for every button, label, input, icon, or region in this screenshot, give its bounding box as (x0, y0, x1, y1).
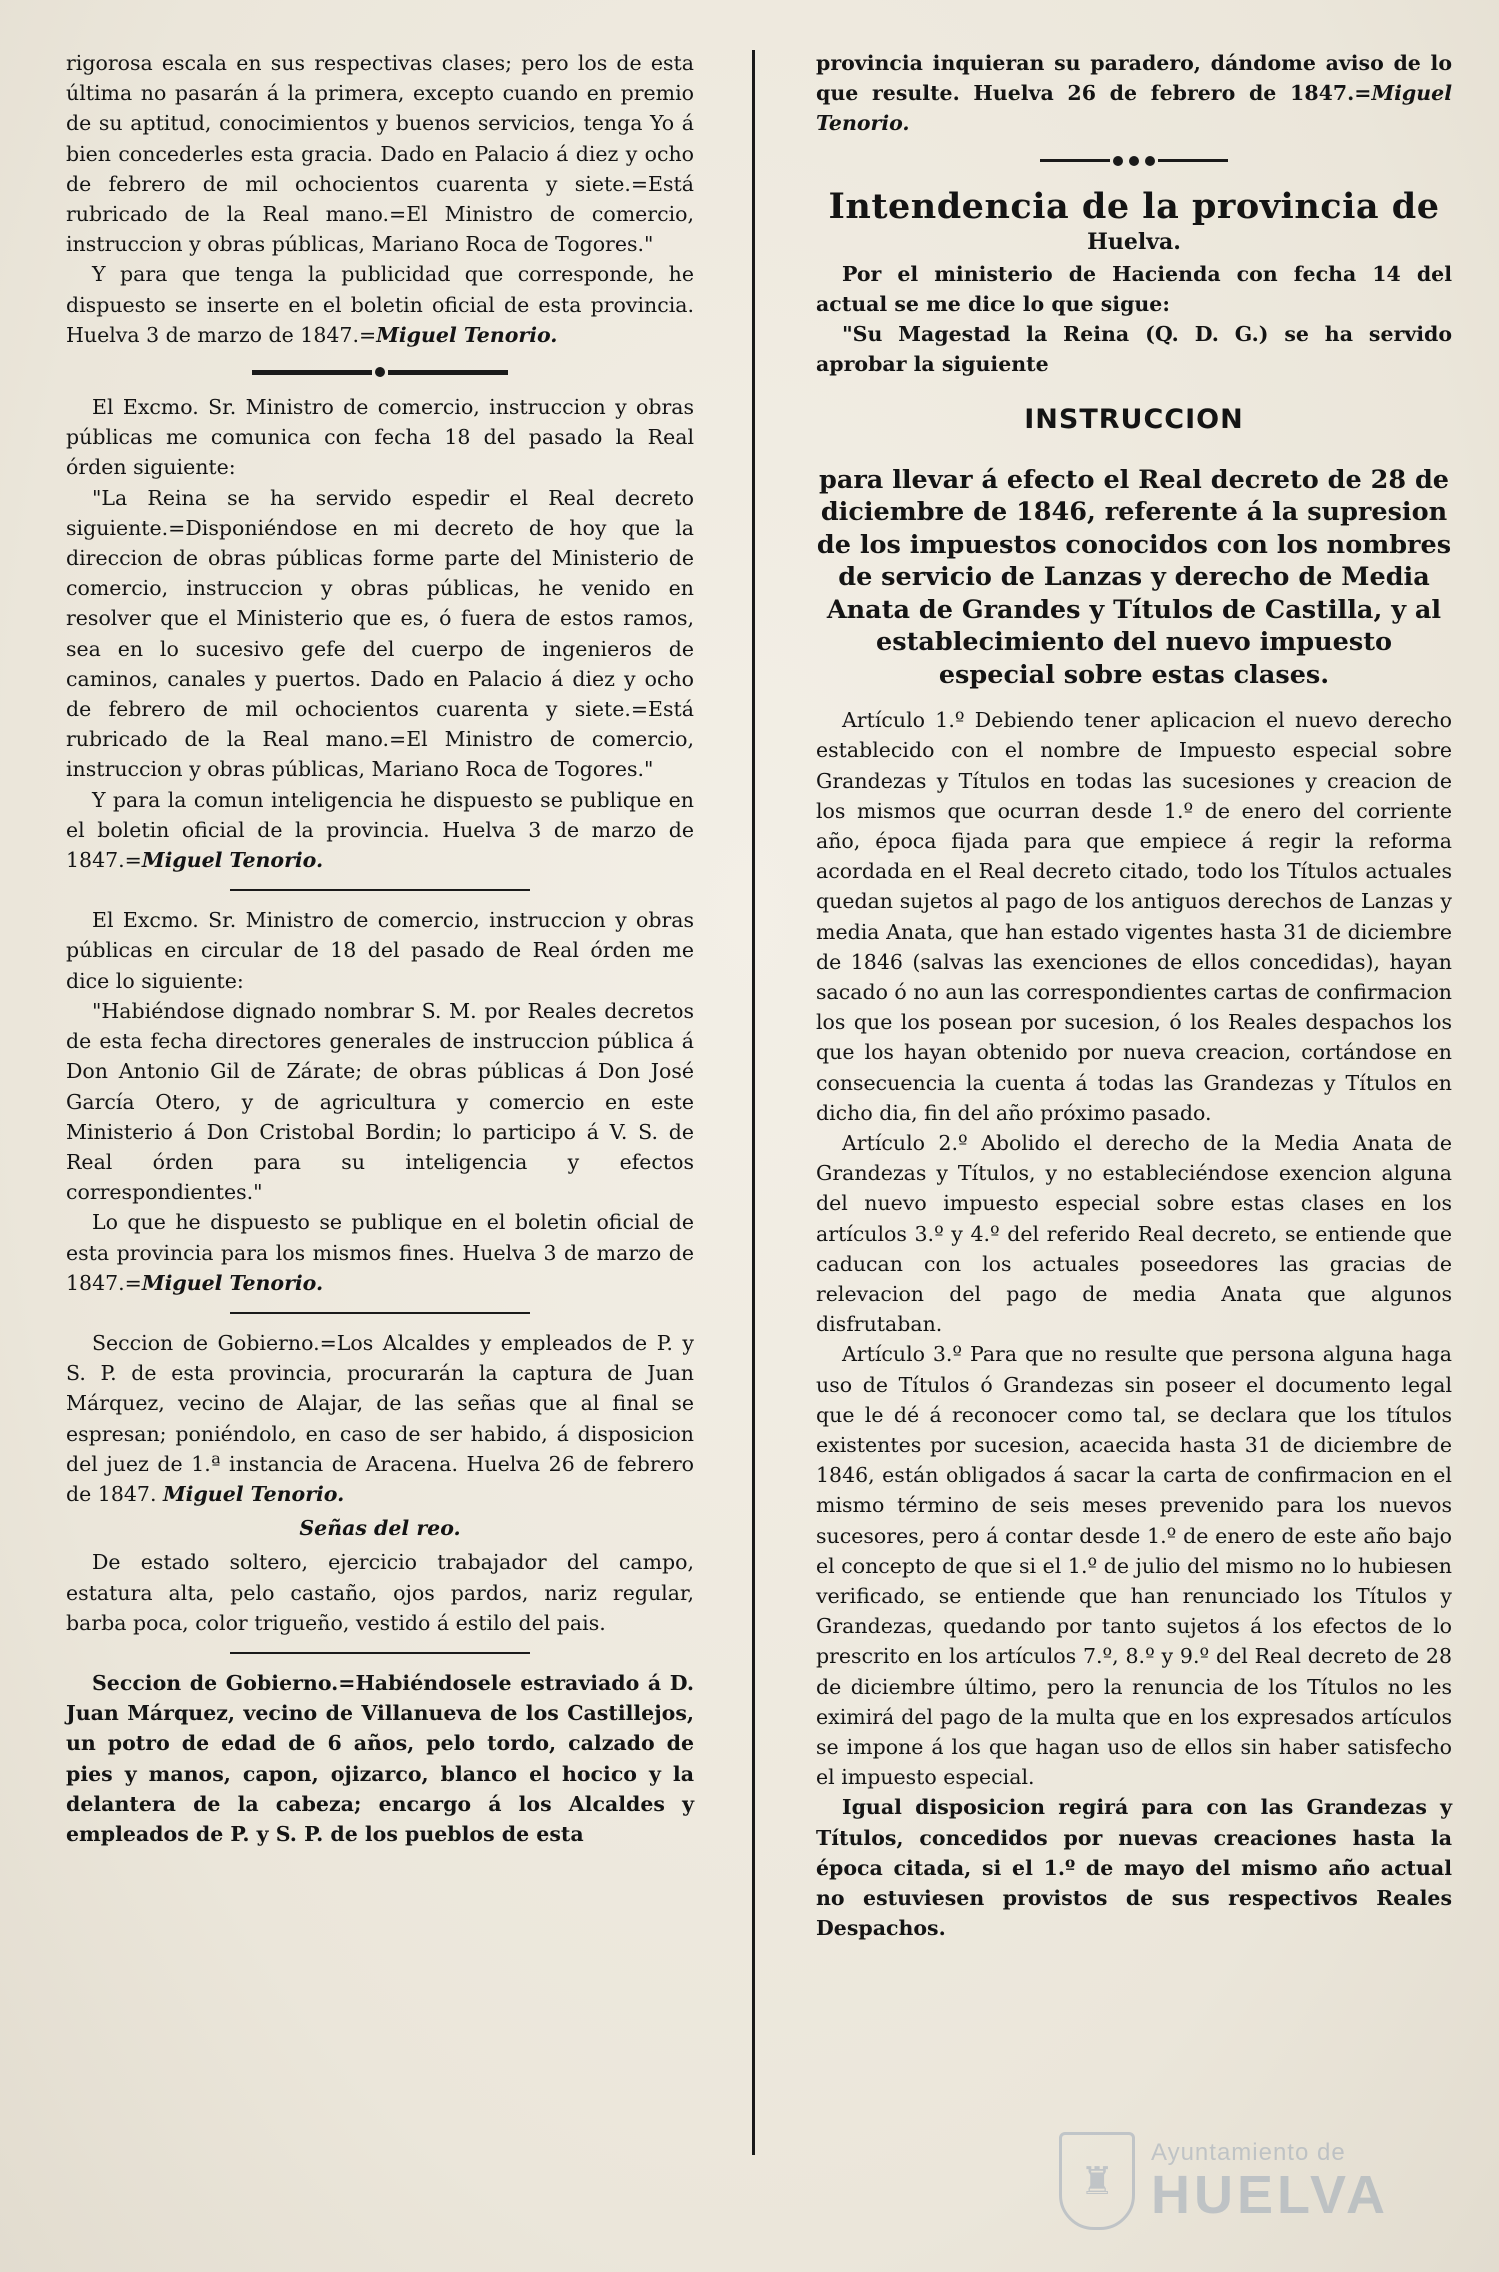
instruction-subtitle: para llevar á efecto el Real decreto de 28 de diciembre de 1846, referente á la supresion de los impuestos conocidos con los nombres de servicio de Lanzas y derecho de Media Anata de Grandes y Títulos de Castilla, y al establecimiento del nuevo impuesto especial sobre estas clases. (816, 464, 1452, 690)
paragraph-text: Y para que tenga la publicidad que corresponde, he dispuesto se inserte en el boletin oficial de esta provincia. Huelva 3 de marzo de 1847.= (66, 262, 694, 347)
watermark-logo (1059, 2126, 1439, 2236)
paragraph: Igual disposicion regirá para con las Grandezas y Títulos, concedidos por nuevas creaciones hasta la época citada, si el 1.º de mayo del mismo año actual no estuviesen provistos de sus respectivos Reales Despachos. (816, 1795, 1452, 1941)
section-heading: Intendencia de la provincia de (828, 185, 1440, 227)
watermark-line1: Ayuntamiento de (1151, 2139, 1346, 2166)
paragraph (66, 259, 694, 350)
divider-rule (230, 889, 530, 891)
paragraph: El Excmo. Sr. Ministro de comercio, instruccion y obras públicas me comunica con fecha 18 del pasado la Real órden siguiente: (66, 395, 694, 480)
signature: Miguel Tenorio. (816, 81, 1452, 136)
paragraph-text: Y para la comun inteligencia he dispuesto se publique en el boletin oficial de la provincia. Huelva 3 de marzo de 1847.= (66, 787, 694, 873)
article: Artículo 1.º Debiendo tener aplicacion el nuevo derecho establecido con el nombre de Impuesto especial sobre Grandezas y Títulos en todas las sucesiones y creacion de los mismos que ocurran desde 1.º de enero del corriente año, época fijada para que empiece á regir la reforma acordada en el Real decreto citado, todo los Títulos actuales quedan sujetos al pago de los antiguos derechos de Lanzas y media Anata, que han estado vigentes hasta 31 de diciembre de 1846 (salvas las exenciones de ellos concedidas), hayan sacado ó no aun las correspondientes cartas de confirmacion los que los posean por sucesion, ó los Reales despachos los que los hayan obtenido por nueva creacion, cortándose en consecuencia la cuenta á todas las Grandezas y Títulos en dicho dia, fin del año próximo pasado. (816, 708, 1452, 1125)
divider-rule (230, 1312, 530, 1314)
signature: Miguel Tenorio. (162, 1481, 345, 1506)
paragraph (66, 1328, 694, 1509)
left-column (66, 48, 694, 1849)
paragraph (816, 48, 1452, 139)
ornamental-rule (66, 362, 694, 382)
article: Artículo 2.º Abolido el derecho de la Media Anata de Grandezas y Títulos, y no estableciéndose exencion alguna del nuevo impuesto especial sobre estas clases en los artículos 3.º y 4.º del referido Real decreto, se entiende que caducan con los actuales poseedores las gracias de relevacion del pago de media Anata que algunos disfrutaban. (816, 1130, 1452, 1337)
paragraph: Por el ministerio de Hacienda con fecha 14 del actual se me dice lo que sigue: (816, 261, 1452, 316)
instruction-title: INSTRUCCION (1024, 404, 1244, 436)
paragraph (66, 1207, 694, 1298)
paragraph-text: Lo que he dispuesto se publique en el boletin oficial de esta provincia para los mismos fines. Huelva 3 de marzo de 1847.= (66, 1210, 694, 1295)
paragraph-text: provincia inquieran su paradero, dándome aviso de lo que resulte. Huelva 26 de febrero de 1847.= (816, 51, 1452, 106)
city-shield-icon: ♜ (1059, 2132, 1135, 2230)
paragraph: rigorosa escala en sus respectivas clases; pero los de esta última no pasarán á la primera, excepto cuando en premio de su aptitud, conocimientos y buenos servicios, tenga Yo á bien concederles esta gracia. Dado en Palacio á diez y ocho de febrero de mil ochocientos cuarenta y siete.=Está rubricado de la Real mano.=El Ministro de comercio, instruccion y obras públicas, Mariano Roca de Togores." (66, 51, 694, 257)
divider-rule (230, 1652, 530, 1654)
watermark-text (1151, 2139, 1389, 2223)
ornamental-rule (816, 151, 1452, 171)
column-rule (752, 50, 755, 2155)
signature: Miguel Tenorio. (141, 848, 324, 873)
watermark-line2: HUELVA (1151, 2165, 1389, 2225)
paragraph: Seccion de Gobierno.=Habiéndosele estraviado á D. Juan Márquez, vecino de Villanueva de los Castillejos, un potro de edad de 6 años, pelo tordo, calzado de pies y manos, capon, ojizarco, blanco el hocico y la delantera de la cabeza; encargo á los Alcaldes y empleados de P. y S. P. de los pueblos de esta (66, 1670, 694, 1846)
paragraph: "Su Magestad la Reina (Q. D. G.) se ha servido aprobar la siguiente (816, 322, 1452, 377)
paragraph: "Habiéndose dignado nombrar S. M. por Reales decretos de esta fecha directores generales de instruccion pública á Don Antonio Gil de Zárate; de obras públicas á Don José García Otero, y de agricultura y comercio en este Ministerio á Don Cristobal Bordin; lo participo á V. S. de Real órden para su inteligencia y efectos correspondientes." (66, 998, 694, 1205)
section-subtitle: Señas del reo. (299, 1516, 461, 1541)
signature: Miguel Tenorio. (376, 322, 558, 347)
paragraph-text: Seccion de Gobierno.=Los Alcaldes y empleados de P. y S. P. de esta provincia, procurarán la captura de Juan Márquez, vecino de Alajar, de las señas que al final se espresan; poniéndolo, en caso de ser habido, á disposicion del juez de 1.ª instancia de Aracena. Huelva 26 de febrero de 1847. (66, 1330, 694, 1506)
right-column (816, 48, 1452, 1943)
section-heading-sub: Huelva. (1087, 228, 1181, 255)
signature: Miguel Tenorio. (141, 1270, 324, 1295)
paragraph: "La Reina se ha servido espedir el Real decreto siguiente.=Disponiéndose en mi decreto de hoy que la direccion de obras públicas forme parte del Ministerio de comercio, instruccion y obras públicas, he venido en resolver que el Ministerio que es, ó fuera de estos ramos, sea en lo sucesivo gefe del cuerpo de ingenieros de caminos, canales y puertos. Dado en Palacio á diez y ocho de febrero de mil ochocientos cuarenta y siete.=Está rubricado de la Real mano.=El Ministro de comercio, instruccion y obras públicas, Mariano Roca de Togores." (66, 485, 694, 782)
article: Artículo 3.º Para que no resulte que persona alguna haga uso de Títulos ó Grandezas sin poseer el documento legal que le dé á reconocer como tal, se declara que los títulos existentes por sucesion, acaecida hasta 31 de diciembre de 1846, están obligados á sacar la carta de confirmacion en el mismo término de seis meses prevenido para los nuevos sucesores, pero á contar desde 1.º de enero de este año bajo el concepto de que si el 1.º de julio del mismo no lo hubiesen verificado, se entiende que han renunciado los Títulos y Grandezas, quedando por tanto sujetos á los efectos de lo prescrito en los artículos 7.º, 8.º y 9.º del Real decreto de 28 de diciembre último, pero la renuncia de los Títulos no les eximirá del pago de la multa que en los expresados artículos se impone á los que hagan uso de ellos sin haber satisfecho el impuesto especial. (816, 1342, 1452, 1790)
paragraph: El Excmo. Sr. Ministro de comercio, instruccion y obras públicas en circular de 18 del pasado de Real órden me dice lo siguiente: (66, 908, 694, 993)
paragraph: De estado soltero, ejercicio trabajador del campo, estatura alta, pelo castaño, ojos pardos, nariz regular, barba poca, color trigueño, vestido á estilo del pais. (66, 1550, 694, 1635)
paragraph (66, 785, 694, 876)
